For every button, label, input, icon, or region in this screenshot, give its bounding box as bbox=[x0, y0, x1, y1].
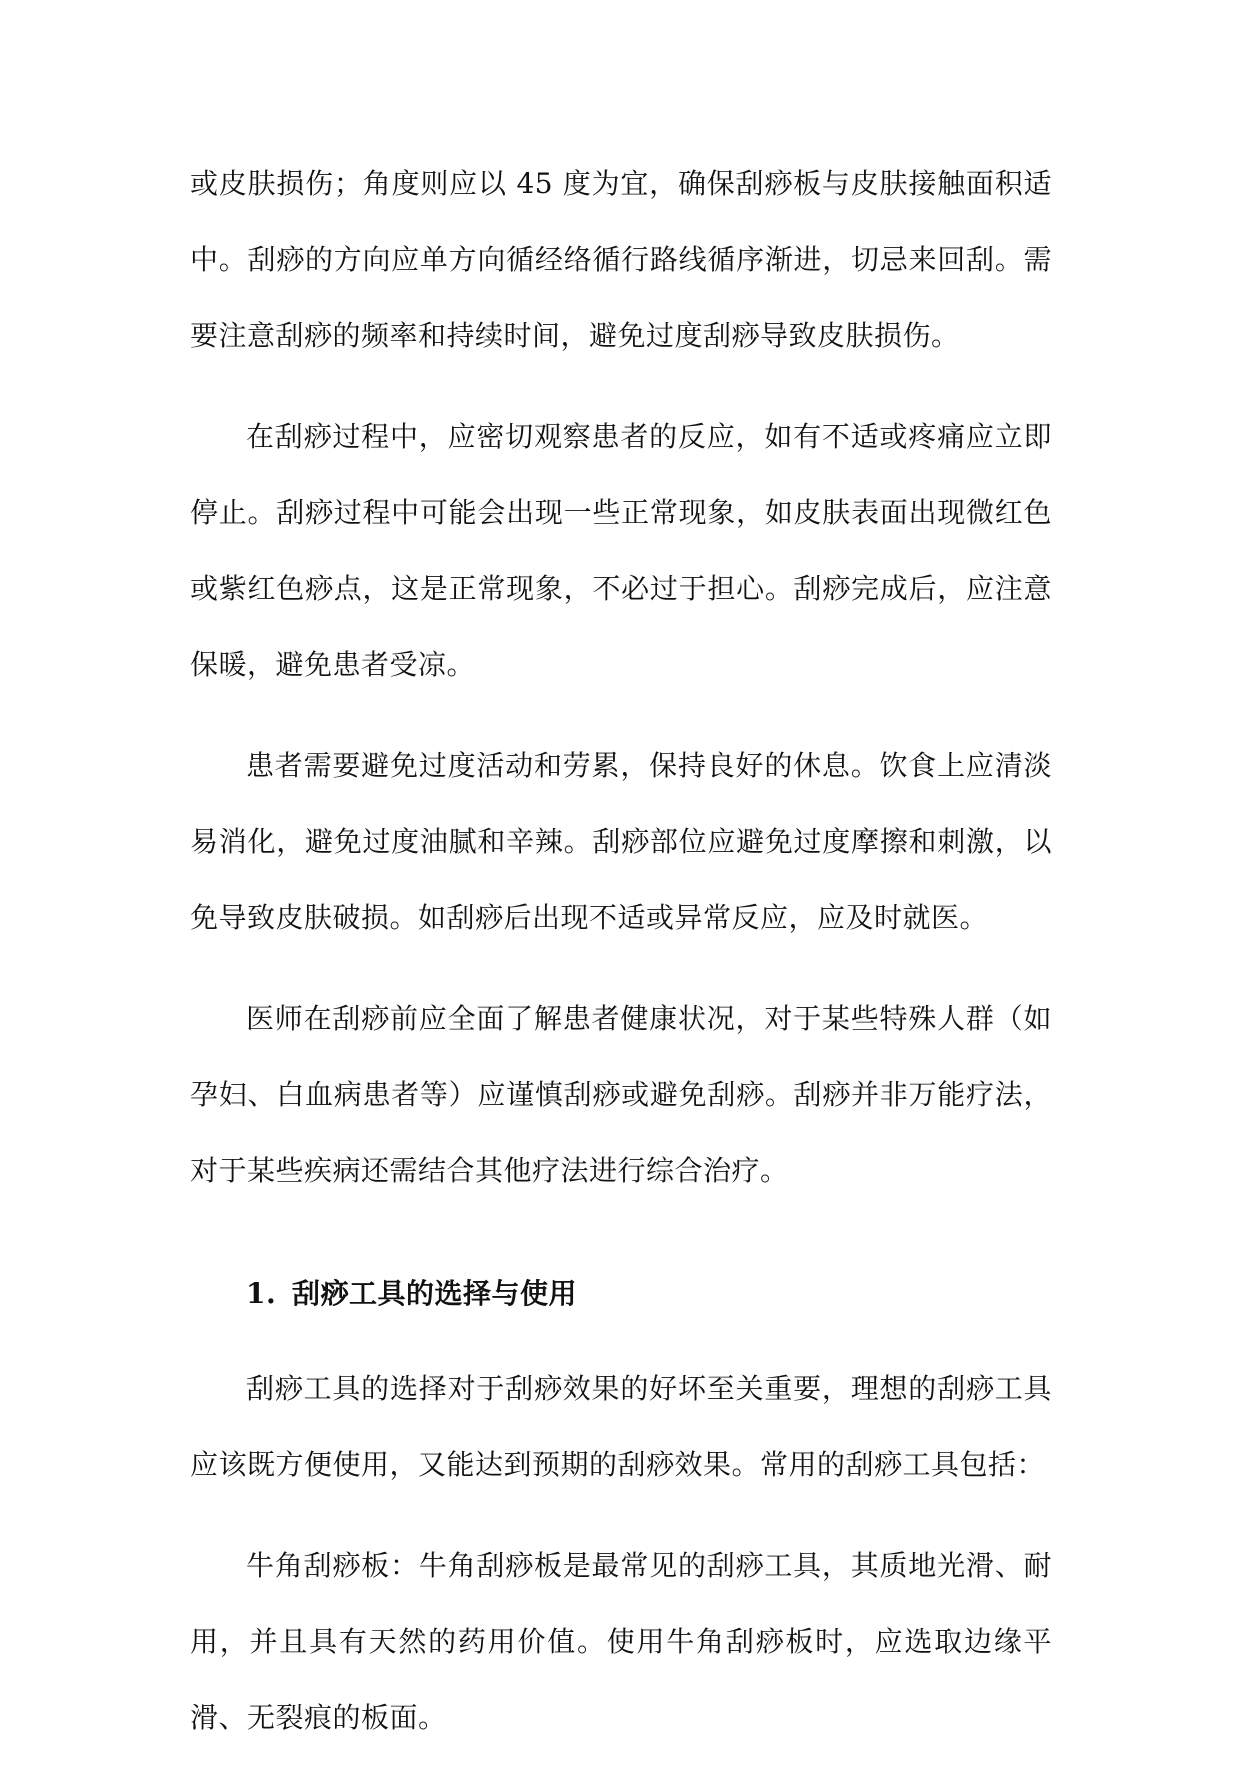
paragraph-scraping-technique: 或皮肤损伤；角度则应以 45 度为宜，确保刮痧板与皮肤接触面积适中。刮痧的方向应单方向循经络循行路线循序渐进，切忌来回刮。需要注意刮痧的频率和持续时间，避免过度刮痧导致皮肤损伤。 bbox=[190, 167, 1052, 352]
paragraph-horn-scraping-board: 牛角刮痧板：牛角刮痧板是最常见的刮痧工具，其质地光滑、耐用，并且具有天然的药用价值。使用牛角刮痧板时，应选取边缘平滑、无裂痕的板面。 bbox=[190, 1549, 1052, 1734]
paragraph-physician-precautions: 医师在刮痧前应全面了解患者健康状况，对于某些特殊人群（如孕妇、白血病患者等）应谨慎刮痧或避免刮痧。刮痧并非万能疗法，对于某些疾病还需结合其他疗法进行综合治疗。 bbox=[190, 1002, 1052, 1187]
section-heading bbox=[190, 1256, 1052, 1332]
section-title: 刮痧工具的选择与使用 bbox=[292, 1277, 578, 1310]
section-number: 1. bbox=[246, 1277, 277, 1310]
paragraph-observation: 在刮痧过程中，应密切观察患者的反应，如有不适或疼痛应立即停止。刮痧过程中可能会出现一些正常现象，如皮肤表面出现微红色或紫红色痧点，这是正常现象，不必过于担心。刮痧完成后，应注意保暖，避免患者受凉。 bbox=[190, 420, 1052, 681]
document-body bbox=[190, 146, 1052, 1781]
paragraph-tool-selection: 刮痧工具的选择对于刮痧效果的好坏至关重要，理想的刮痧工具应该既方便使用，又能达到预期的刮痧效果。常用的刮痧工具包括： bbox=[190, 1372, 1052, 1481]
paragraph-patient-care: 患者需要避免过度活动和劳累，保持良好的休息。饮食上应清淡易消化，避免过度油腻和辛辣。刮痧部位应避免过度摩擦和刺激，以免导致皮肤破损。如刮痧后出现不适或异常反应，应及时就医。 bbox=[190, 749, 1052, 934]
